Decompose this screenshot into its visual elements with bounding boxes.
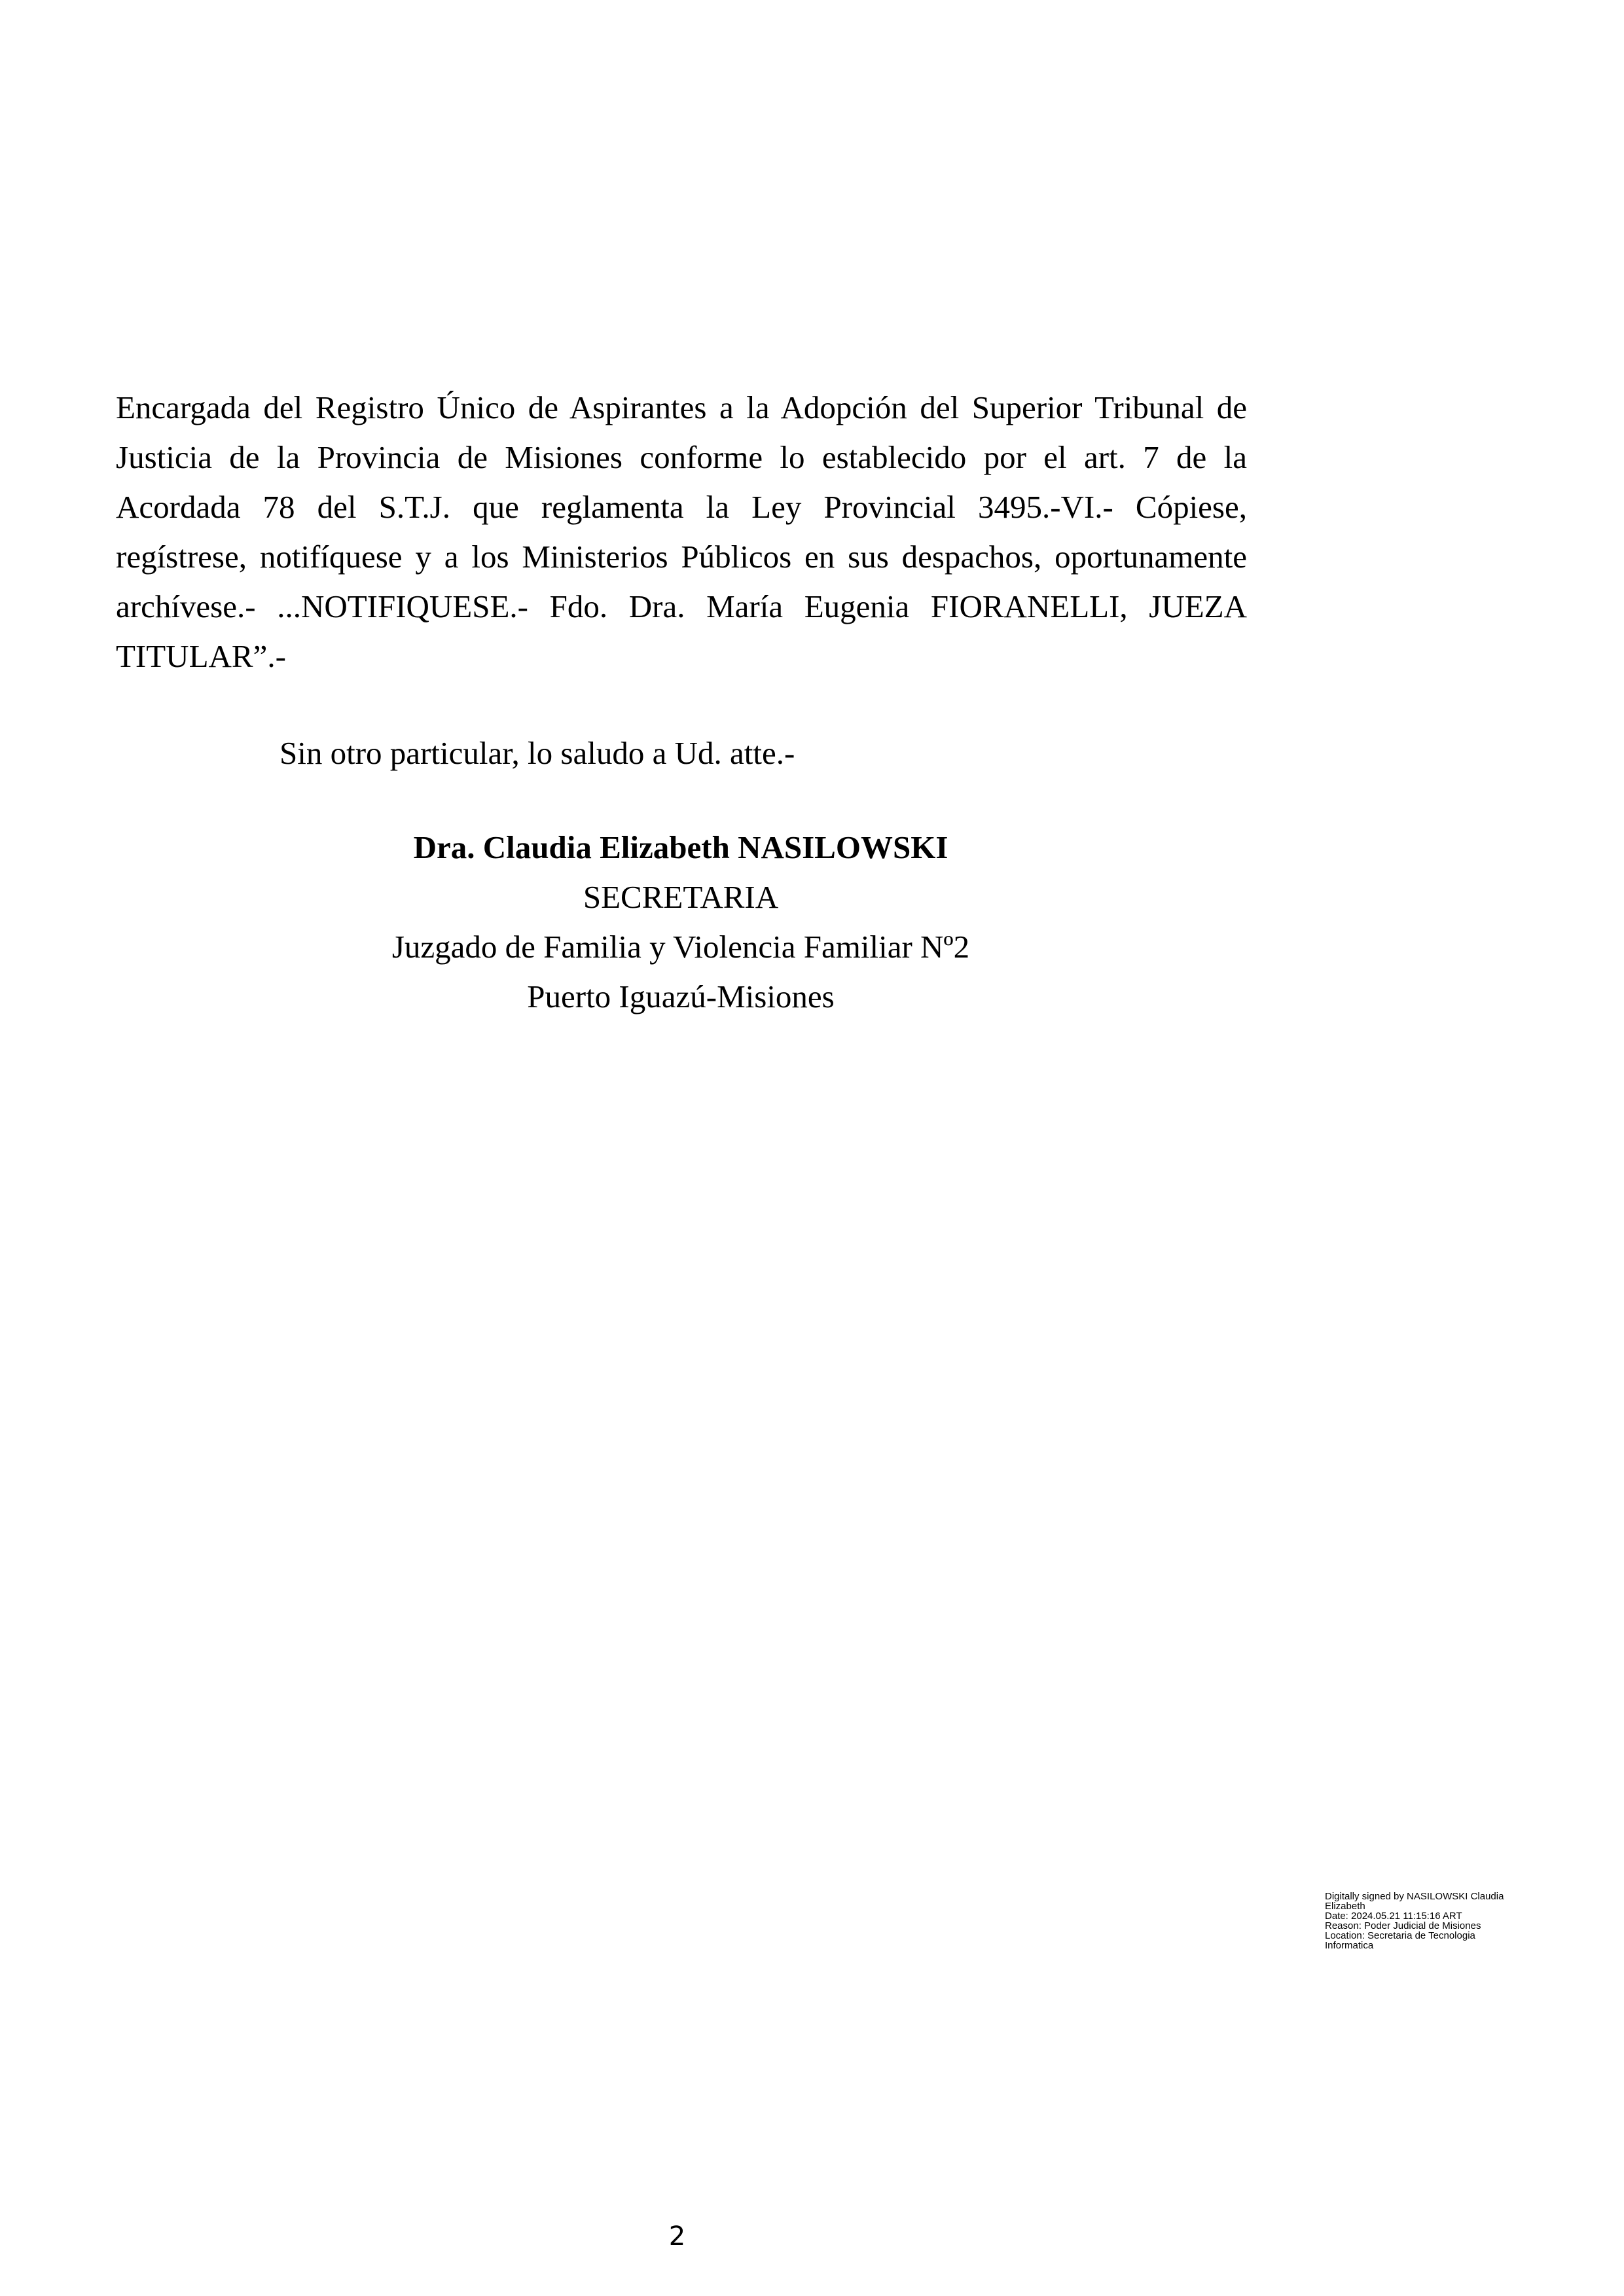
court-location: Puerto Iguazú-Misiones — [527, 978, 835, 1014]
body-line: TITULAR”.- — [116, 638, 286, 674]
digital-signature-line: Digitally signed by NASILOWSKI Claudia — [1325, 1891, 1504, 1902]
digital-signature-line: Date: 2024.05.21 11:15:16 ART — [1325, 1910, 1462, 1922]
page-number: 2 — [668, 2221, 686, 2251]
body-line: Justicia de la Provincia de Misiones conforme lo establecido por el art. 7 de la — [116, 439, 1247, 475]
digital-signature-line: Informatica — [1325, 1940, 1374, 1951]
digital-signature-stamp — [1325, 1892, 1547, 1950]
body-line: regístrese, notifíquese y a los Ministerios Públicos en sus despachos, oportunamente — [116, 539, 1247, 575]
signatory-name: Dra. Claudia Elizabeth NASILOWSKI — [413, 829, 948, 865]
closing-line: Sin otro particular, lo saludo a Ud. atte.- — [280, 735, 795, 771]
body-line: archívese.- ...NOTIFIQUESE.- Fdo. Dra. María Eugenia FIORANELLI, JUEZA — [116, 588, 1247, 624]
signatory-role: SECRETARIA — [583, 879, 779, 915]
court-name: Juzgado de Familia y Violencia Familiar Nº2 — [391, 929, 970, 965]
body-paragraph — [116, 383, 1247, 681]
body-line: Encargada del Registro Único de Aspirantes a la Adopción del Superior Tribunal de — [116, 389, 1247, 425]
digital-signature-line: Elizabeth — [1325, 1901, 1365, 1912]
digital-signature-line: Reason: Poder Judicial de Misiones — [1325, 1920, 1481, 1931]
signature-block — [288, 823, 1074, 1022]
digital-signature-line: Location: Secretaria de Tecnologia — [1325, 1930, 1475, 1941]
body-line: Acordada 78 del S.T.J. que reglamenta la Ley Provincial 3495.-VI.- Cópiese, — [116, 489, 1247, 525]
